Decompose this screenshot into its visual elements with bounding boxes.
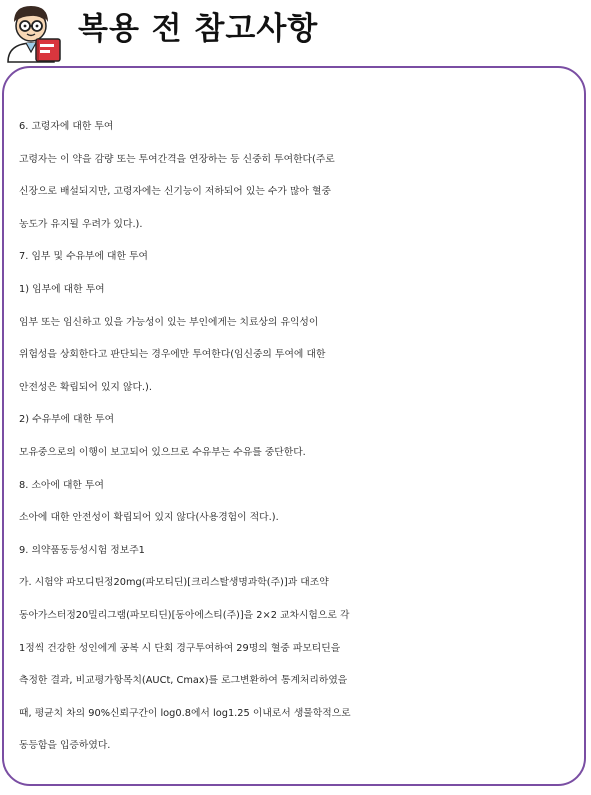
text-line: 1) 임부에 대한 투여 [19,283,105,295]
text-line: 안전성은 확립되어 있지 않다.). [19,381,152,393]
page-title: 복용 전 참고사항 [78,11,319,47]
text-line: 신장으로 배설되지만, 고령자에는 신기능이 저하되어 있는 수가 많아 혈중 [19,186,331,198]
text-line: 7. 임부 및 수유부에 대한 투여 [19,251,149,263]
text-line: 고령자는 이 약을 감량 또는 투여간격을 연장하는 등 신중히 투여한다(주로 [19,153,335,165]
text-line: 임부 또는 임신하고 있을 가능성이 있는 부인에게는 치료상의 유익성이 [19,316,319,328]
page-header [0,0,591,62]
text-line: 8. 소아에 대한 투여 [19,479,104,491]
text-line: 1정씩 건강한 성인에게 공복 시 단회 경구투여하여 29명의 혈중 파모티딘을 [19,642,341,654]
text-line: 측정한 결과, 비교평가항목치(AUCt, Cmax)를 로그변환하여 통계처리하였을 [19,675,348,687]
text-line: 때, 평균치 차의 90%신뢰구간이 log0.8에서 log1.25 이내로서 생물학적으로 [19,707,351,719]
text-line: 모유중으로의 이행이 보고되어 있으므로 수유부는 수유를 중단한다. [19,446,306,458]
text-line: 소아에 대한 안전성이 확립되어 있지 않다(사용경험이 적다.). [19,512,279,524]
text-line: 가. 시험약 파모디틴정20mg(파모티딘)[크리스탈생명과학(주)]과 대조약 [19,577,329,589]
text-line: 동아가스터정20밀리그램(파모티딘)[동아에스티(주)]을 2×2 교차시험으로 각 [19,609,350,621]
text-line: 위험성을 상회한다고 판단되는 경우에만 투여한다(임신중의 투여에 대한 [19,349,326,361]
info-text-body [19,114,581,766]
text-line: 동등함을 입증하였다. [19,740,111,752]
text-line: 6. 고령자에 대한 투여 [19,121,114,132]
text-line: 9. 의약품동등성시험 정보주1 [19,544,145,556]
text-line: 농도가 유지될 우려가 있다.). [19,218,143,230]
doctor-with-book-icon [2,2,68,64]
text-line: 2) 수유부에 대한 투여 [19,414,115,426]
